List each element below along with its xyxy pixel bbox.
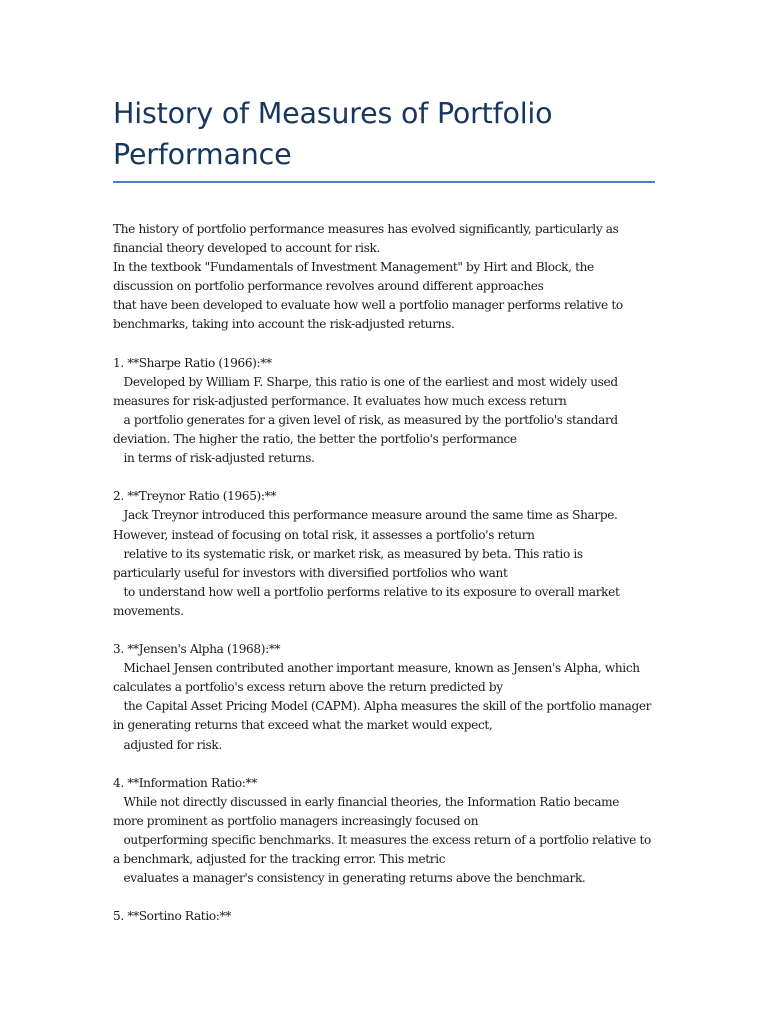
paragraph-gap	[113, 468, 658, 487]
paragraph-gap	[113, 335, 658, 354]
text-line: 4. **Information Ratio:**	[113, 775, 257, 790]
text-line: to understand how well a portfolio performs relative to its exposure to overall market	[113, 584, 620, 599]
document-page	[113, 0, 658, 926]
text-line: Developed by William F. Sharpe, this ratio is one of the earliest and most widely used	[113, 374, 618, 389]
paragraph-gap	[113, 888, 658, 907]
text-line: a benchmark, adjusted for the tracking error. This metric	[113, 852, 446, 867]
text-line: that have been developed to evaluate how well a portfolio manager performs relative to	[113, 298, 623, 313]
title-line: Performance	[113, 138, 292, 171]
text-line: adjusted for risk.	[113, 737, 222, 752]
list-item-paragraph	[113, 774, 658, 889]
text-line: relative to its systematic risk, or market risk, as measured by beta. This ratio is	[113, 546, 583, 561]
text-line: 1. **Sharpe Ratio (1966):**	[113, 355, 272, 370]
text-line: in terms of risk-adjusted returns.	[113, 451, 315, 466]
text-line: in generating returns that exceed what the market would expect,	[113, 718, 493, 733]
text-line: a portfolio generates for a given level of risk, as measured by the portfolio's standard	[113, 412, 618, 427]
text-line: deviation. The higher the ratio, the better the portfolio's performance	[113, 432, 517, 447]
document-title	[113, 93, 658, 175]
paragraph-gap	[113, 755, 658, 774]
title-underline-divider	[113, 181, 655, 183]
text-line: benchmarks, taking into account the risk-adjusted returns.	[113, 317, 455, 332]
title-line: History of Measures of Portfolio	[113, 97, 553, 130]
text-line: 2. **Treynor Ratio (1965):**	[113, 489, 277, 504]
paragraph-gap	[113, 621, 658, 640]
text-line: Jack Treynor introduced this performance measure around the same time as Sharpe.	[113, 508, 618, 523]
list-item-paragraph	[113, 640, 658, 755]
text-line: While not directly discussed in early financial theories, the Information Ratio became	[113, 794, 620, 809]
text-line: In the textbook "Fundamentals of Investment Management" by Hirt and Block, the	[113, 260, 594, 275]
text-line: The history of portfolio performance measures has evolved significantly, particularly as	[113, 222, 619, 236]
text-line: financial theory developed to account for risk.	[113, 241, 381, 256]
text-line: 3. **Jensen's Alpha (1968):**	[113, 642, 281, 657]
text-line: the Capital Asset Pricing Model (CAPM). Alpha measures the skill of the portfolio manager	[113, 699, 652, 714]
text-line: 5. **Sortino Ratio:**	[113, 909, 231, 924]
text-line: particularly useful for investors with diversified portfolios who want	[113, 565, 508, 580]
text-line: outperforming specific benchmarks. It measures the excess return of a portfolio relative to	[113, 833, 651, 847]
list-item-paragraph	[113, 354, 658, 469]
list-item-paragraph	[113, 907, 658, 926]
list-item-paragraph	[113, 487, 658, 621]
text-line: more prominent as portfolio managers increasingly focused on	[113, 813, 479, 828]
text-line: Michael Jensen contributed another important measure, known as Jensen's Alpha, which	[113, 661, 640, 676]
document-body	[113, 220, 658, 926]
text-line: calculates a portfolio's excess return above the return predicted by	[113, 680, 503, 695]
text-line: However, instead of focusing on total risk, it assesses a portfolio's return	[113, 527, 535, 542]
text-line: discussion on portfolio performance revolves around different approaches	[113, 279, 544, 294]
intro-paragraph	[113, 220, 658, 335]
text-line: movements.	[113, 603, 184, 618]
text-line: evaluates a manager's consistency in generating returns above the benchmark.	[113, 871, 586, 886]
text-line: measures for risk-adjusted performance. It evaluates how much excess return	[113, 393, 567, 408]
